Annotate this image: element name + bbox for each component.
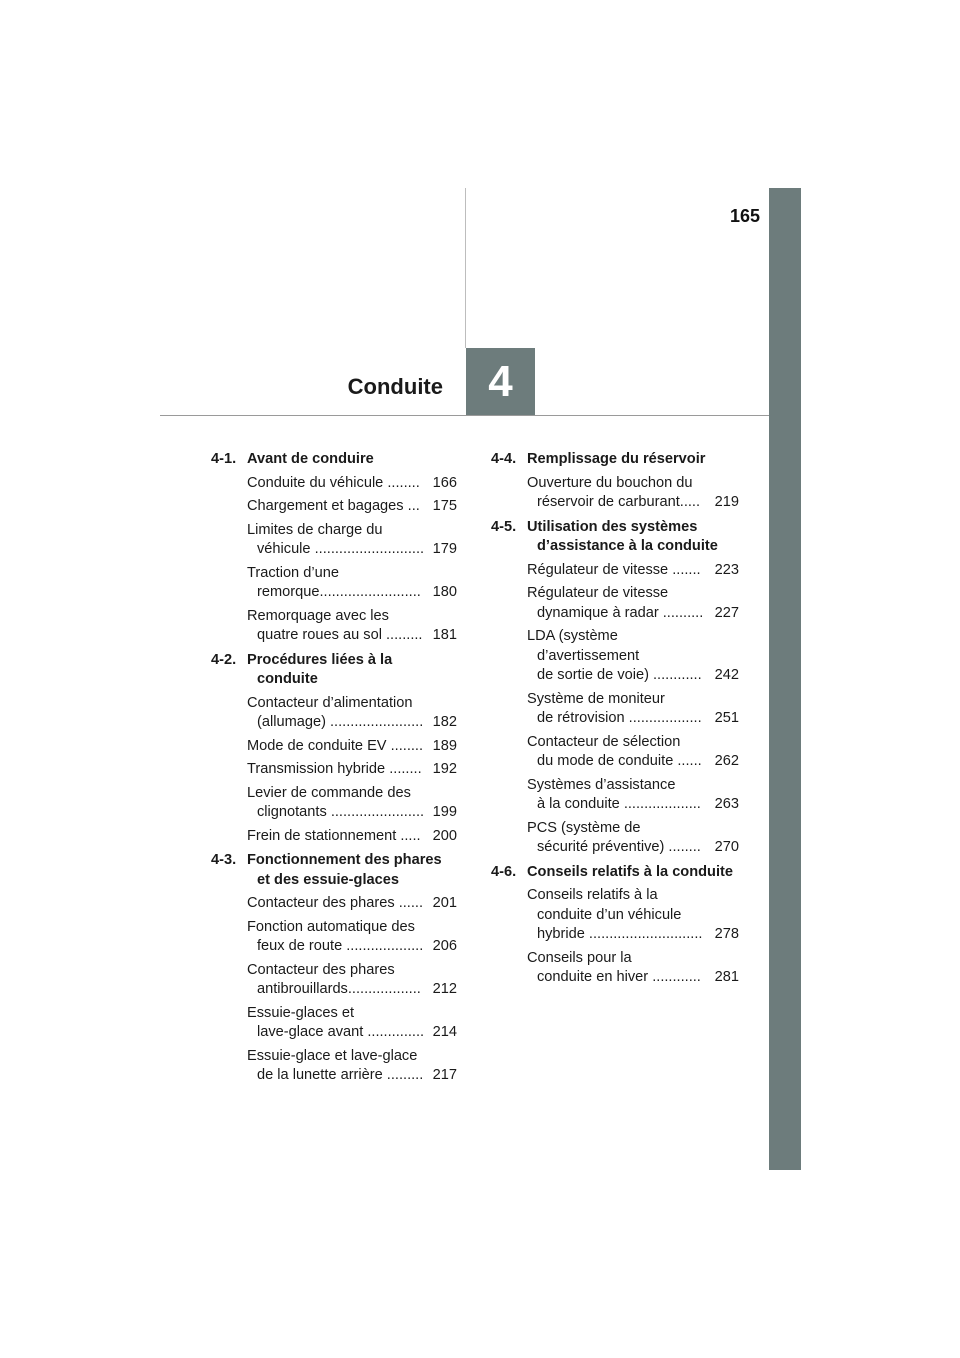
toc-entry-page: 281 [714,969,739,985]
toc-entry[interactable] [247,497,457,517]
toc-entry-page: 182 [432,714,457,730]
toc-entry[interactable] [527,584,739,623]
toc-section-heading[interactable] [211,450,457,470]
toc-entry[interactable] [247,1047,457,1086]
toc-entry-page: 219 [714,494,739,510]
toc-entry-page: 166 [432,474,457,491]
chapter-number-box: 4 [466,348,535,415]
toc-entry-title: Systèmes d’assistance à la conduite ................... [527,776,701,812]
toc-entry-page: 180 [432,584,457,600]
toc-section-heading[interactable] [491,863,739,883]
toc-entry-title: Ouverture du bouchon du réservoir de carburant..... [527,474,701,510]
toc-entry-page: 242 [714,667,739,683]
toc-entry-page: 189 [432,737,457,754]
toc-entry-page: 175 [432,498,457,514]
toc-entry[interactable] [247,827,457,847]
toc-section [211,450,457,646]
toc-entry[interactable] [247,607,457,646]
toc-entry[interactable] [247,564,457,603]
toc-entry[interactable] [247,1004,457,1043]
toc-entry[interactable] [247,521,457,560]
toc-section [491,518,739,858]
section-number: 4-5. [491,518,517,535]
toc-section [491,863,739,988]
header-divider-vertical [465,188,466,348]
toc-entry-title: Fonction automatique des feux de route ................... [247,918,424,954]
toc-entry-title: Contacteur d’alimentation (allumage) ....................... [247,694,424,730]
toc-entry[interactable] [527,690,739,729]
toc-left-column [211,450,457,1091]
toc-entry-page: 262 [714,753,739,769]
toc-section [211,651,457,847]
toc-entry[interactable] [247,694,457,733]
section-number: 4-3. [211,852,237,868]
toc-entry-title: Système de moniteur de rétrovision .................. [527,690,702,726]
toc-section [491,450,739,513]
section-number: 4-4. [491,451,517,467]
section-title: Fonctionnement des phares et des essuie-glaces [247,852,442,888]
toc-entry-page: 270 [714,839,739,855]
toc-entry-page: 227 [714,604,739,621]
toc-entry-title: Contacteur des phares ...... [247,895,424,911]
toc-entry[interactable] [527,949,739,988]
section-title: Utilisation des systèmes d’assistance à la conduite [527,518,718,554]
toc-entry-page: 278 [714,926,739,942]
section-number: 4-1. [211,451,237,467]
toc-entry-title: Remorquage avec les quatre roues au sol ......... [247,607,423,643]
section-title: Conseils relatifs à la conduite [527,863,733,880]
toc-entry-page: 192 [432,761,457,777]
toc-entry-page: 214 [432,1024,457,1040]
toc-entry[interactable] [527,819,739,858]
toc-section-heading[interactable] [211,651,457,690]
page-number: 165 [729,206,760,226]
section-title: Remplissage du réservoir [527,451,706,467]
header-divider-horizontal [160,415,769,416]
toc-entry-page: 212 [432,981,457,997]
toc-entry-page: 199 [432,804,457,820]
toc-section-heading[interactable] [491,450,739,470]
toc-entry[interactable] [527,561,739,581]
toc-entry-title: Essuie-glaces et lave-glace avant .............. [247,1004,425,1040]
toc-entry[interactable] [247,918,457,957]
toc-entry-title: LDA (système d’avertissement de sortie de voie) ............ [527,628,702,683]
chapter-title: Conduite [347,374,443,399]
toc-entry-title: Essuie-glace et lave-glace de la lunette arrière ......... [247,1047,424,1083]
toc-section-heading[interactable] [491,518,739,557]
section-number: 4-6. [491,863,517,880]
section-title: Avant de conduire [247,451,374,467]
toc-entry-title: Contacteur des phares antibrouillards.................. [247,961,421,997]
toc-section-heading[interactable] [211,851,457,890]
toc-entry-title: Conseils pour la conduite en hiver ............ [527,949,701,985]
toc-entry-title: Traction d’une remorque......................... [247,564,421,600]
toc-entry[interactable] [527,886,739,945]
toc-entry-title: Limites de charge du véhicule ........................... [247,521,425,557]
section-title: Procédures liées à la conduite [247,651,393,687]
toc-entry-title: Chargement et bagages ... [247,498,420,514]
toc-entry-title: Levier de commande des clignotants ....................... [247,784,425,820]
toc-entry[interactable] [247,961,457,1000]
toc-entry-page: 206 [432,938,457,954]
toc-entry-page: 181 [432,627,457,643]
toc-entry-title: Transmission hybride ........ [247,761,422,777]
toc-entry-title: Contacteur de sélection du mode de conduite ...... [527,733,702,769]
toc-entry[interactable] [247,760,457,780]
toc-entry[interactable] [527,733,739,772]
toc-right-column [491,450,739,993]
toc-entry[interactable] [247,784,457,823]
toc-entry[interactable] [247,894,457,914]
toc-entry-title: Conseils relatifs à la conduite d’un véhicule hybride ............................ [527,887,703,942]
toc-entry[interactable] [247,737,457,757]
toc-entry-page: 179 [432,541,457,557]
toc-entry-title: Conduite du véhicule ........ [247,474,420,491]
section-number: 4-2. [211,651,237,668]
toc-entry-title: Frein de stationnement ..... [247,827,421,844]
toc-entry-title: Mode de conduite EV ........ [247,737,424,754]
toc-entry[interactable] [527,474,739,513]
toc-entry-page: 251 [714,710,739,726]
toc-entry-title: Régulateur de vitesse ....... [527,561,701,578]
toc-entry-title: Régulateur de vitesse dynamique à radar .......... [527,585,704,621]
toc-entry-page: 200 [432,827,457,844]
toc-entry-page: 223 [714,561,739,578]
toc-entry-page: 201 [432,895,457,911]
toc-entry[interactable] [247,474,457,494]
toc-section [211,851,457,1086]
chapter-tab-bar [769,188,801,1170]
toc-entry[interactable] [527,776,739,815]
toc-entry-title: PCS (système de sécurité préventive) ........ [527,819,701,855]
toc-entry-page: 217 [432,1067,457,1083]
toc-entry[interactable] [527,627,739,686]
toc-entry-page: 263 [714,796,739,812]
